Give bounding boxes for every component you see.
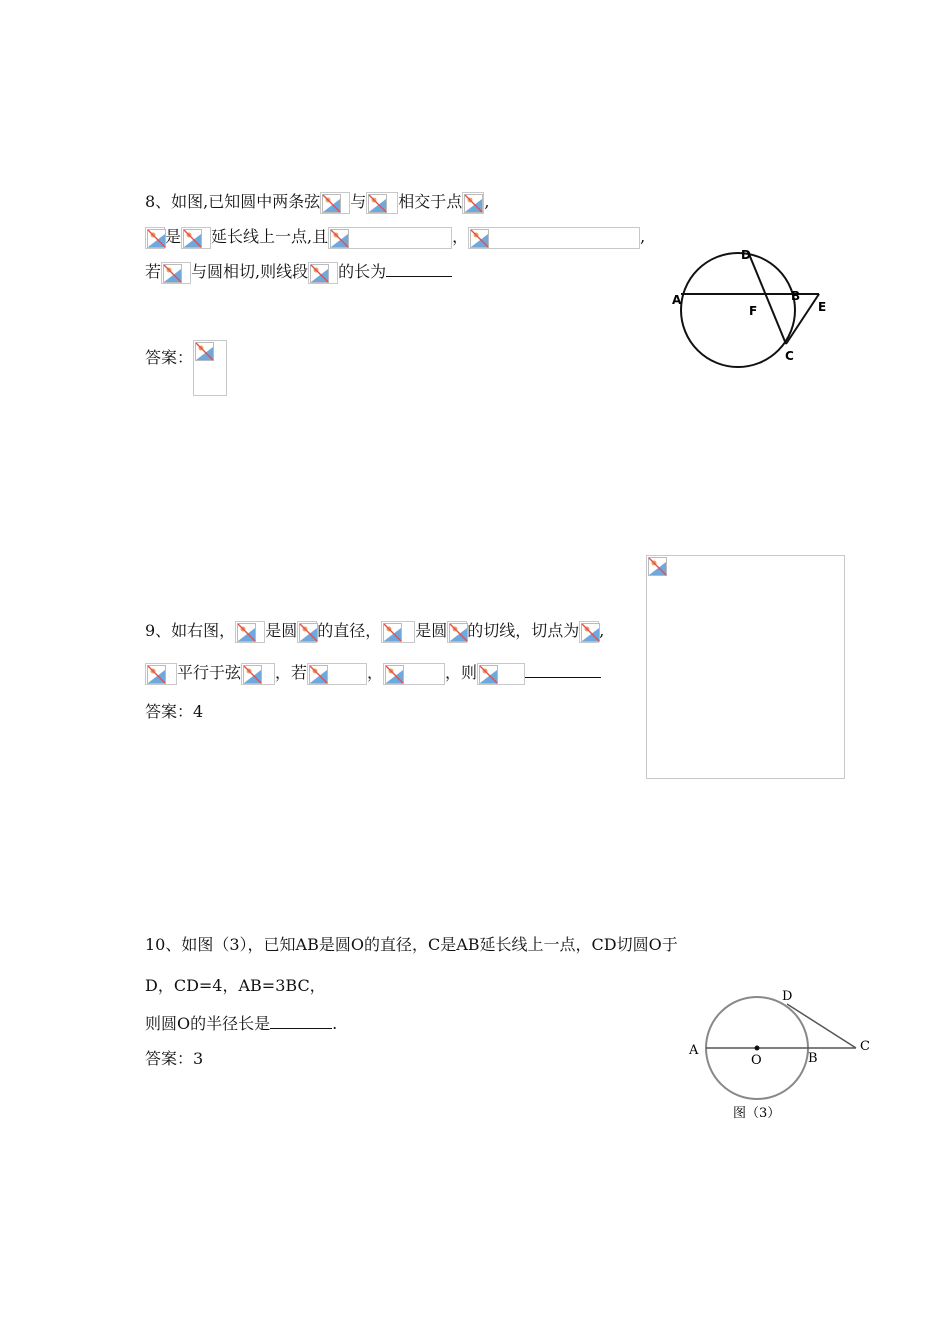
answer-formula-image [193,340,227,396]
label-f: F [749,304,758,318]
formula-image [381,621,415,643]
q10-line1: 10、如图（3），已知AB是圆O的直径，C是AB延长线上一点，CD切圆O于 [145,935,678,954]
formula-image [235,621,265,643]
broken-image-icon [309,665,328,684]
broken-image-icon [368,194,387,213]
q10-line3 [145,1012,337,1036]
label-c: C [785,349,794,363]
formula-image [145,227,165,249]
q8-line1 [145,190,489,214]
broken-image-icon [385,665,404,684]
label-b: B [791,289,801,303]
label-d: D [782,989,793,1004]
broken-image-icon [464,194,483,213]
formula-image [161,262,191,284]
q8-line1-mid2: 相交于点 [398,192,463,211]
q9-line1-mid3: 是圆 [415,621,448,640]
q8-answer-label: 答案： [145,348,194,367]
answer-blank [270,1012,332,1029]
q8-line2-mid1: 是 [165,227,182,246]
q9-line2-sep1: ， [367,663,384,682]
broken-image-icon [147,665,166,684]
formula-image [468,227,640,249]
answer-blank [525,661,601,678]
q9-line1-mid2: 的直径， [317,621,382,640]
formula-image [320,192,350,214]
q10-circle-figure [680,985,880,1125]
q8-line2-end: , [640,227,646,246]
broken-image-icon [479,665,498,684]
formula-image [366,192,398,214]
broken-image-icon [648,557,667,576]
formula-image [328,227,452,249]
broken-image-icon [322,194,341,213]
tangent-dc [787,1004,856,1048]
q9-line1-mid4: 的切线，切点为 [467,621,580,640]
broken-image-icon [470,229,489,248]
label-b: B [808,1051,818,1066]
formula-image [447,621,467,643]
label-d: D [741,248,751,262]
q8-line3-mid2: 的长为 [338,262,387,281]
broken-image-icon [163,264,182,283]
broken-image-icon [310,264,329,283]
q8-line3-mid1: 与圆相切,则线段 [191,262,309,281]
formula-image [307,663,367,685]
formula-image [383,663,445,685]
q8-answer-line [145,346,193,370]
q9-line1-prefix: 9、如右图， [145,621,236,640]
q9-line2-mid2: ，若 [275,663,308,682]
formula-image [297,621,317,643]
q8-line2 [145,225,645,249]
q9-line1-end: , [599,621,605,640]
formula-image [308,262,338,284]
label-e: E [818,300,827,314]
answer-blank [386,260,452,277]
formula-image [579,621,599,643]
label-c: C [860,1039,870,1054]
q10-line3-end: . [332,1014,338,1033]
broken-image-icon [183,229,202,248]
q9-line1 [145,619,604,643]
q8-line2-mid2: 延长线上一点,且 [211,227,329,246]
broken-image-icon [243,665,262,684]
formula-image [181,227,211,249]
broken-image-icon [581,623,600,642]
q9-line1-mid1: 是圆 [265,621,298,640]
q10-answer: 答案：3 [145,1049,204,1068]
q8-line1-end: , [484,192,490,211]
q9-line2-sep2: ，则 [445,663,478,682]
broken-image-icon [237,623,256,642]
q8-circle-figure [665,245,835,375]
broken-image-icon [195,342,214,361]
q10-line3-prefix: 则圆O的半径长是 [145,1014,271,1033]
q10-line2: D，CD=4，AB=3BC， [145,976,326,995]
q8-circle [681,253,795,367]
broken-image-icon [299,623,318,642]
q8-line1-prefix: 8、如图,已知圆中两条弦 [145,192,321,211]
figure-caption: 图（3） [733,1106,781,1121]
label-o: O [751,1053,762,1068]
label-a: A [689,1043,699,1058]
formula-image [145,663,177,685]
q9-line2-mid1: 平行于弦 [177,663,242,682]
q8-line2-sep: ， [452,227,469,246]
formula-image [241,663,275,685]
q8-line3-prefix: 若 [145,262,162,281]
formula-image [477,663,525,685]
broken-image-icon [330,229,349,248]
q8-line3 [145,260,452,284]
q9-line2 [145,661,601,685]
center-o-dot [755,1046,760,1051]
broken-image-icon [383,623,402,642]
broken-image-icon [449,623,468,642]
q8-line1-mid1: 与 [350,192,367,211]
chord-dc [749,254,786,344]
formula-image [462,192,484,214]
q9-answer: 答案：4 [145,702,204,721]
q9-figure-image [646,555,845,779]
broken-image-icon [147,229,166,248]
label-a: A [672,293,682,307]
